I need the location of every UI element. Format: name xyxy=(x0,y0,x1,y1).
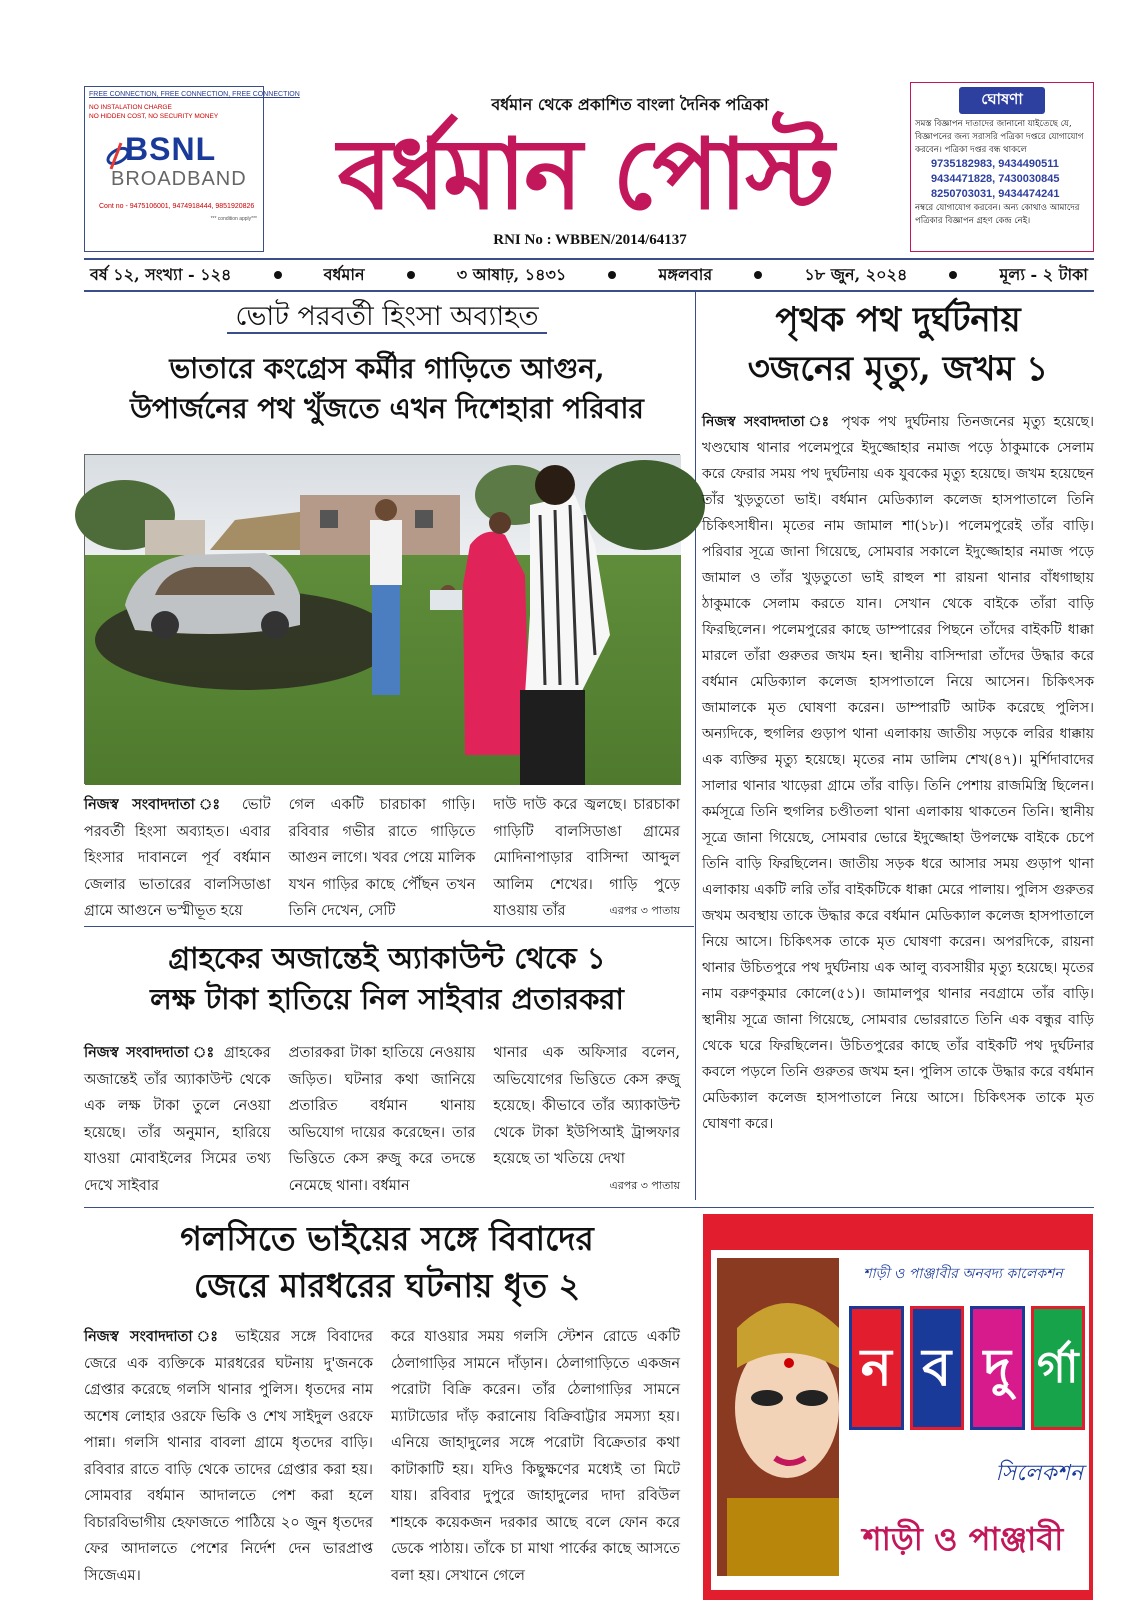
story-2-text: পৃথক পথ দুর্ঘটনায় তিনজনের মৃত্যু হয়েছে। খণ্ডঘোষ থানার পলেমপুরে ইদুজ্জোহার নমাজ পড়ে ঠাকুমাকে সেলাম করে ফেরার সময় পথ দুর্ঘটনায় এক যুবকের মৃত্যু হয়েছে। জখম হয়েছেন তাঁর খুড়তুতো ভাই। বর্ধমান মেডিক্যাল কলেজ হাসপাতালে তিনি চিকিৎসাধীন। মৃতের নাম জামাল শা(১৮)। পলেমপুরেই তাঁর বাড়ি। পরিবার সূত্রে জানা গিয়েছে, সোমবার সকালে ইদুজ্জোহার নমাজ পড়ে জামাল ও তাঁর খুড়তুতো ভাই রাহুল শা রায়না থানার বাঁধগাছায় ঠাকুমাকে সেলাম করতে যান। সেখান থেকে বাইকে তাঁরা বাড়ি ফিরছিলেন। পলেমপুরের কাছে ডাম্পারের পিছনে তাঁদের বাইকটি ধাক্কা মারলে তাঁরা গুরুতর জখম হন। স্থানীয় বাসিন্দারা তাঁদের উদ্ধার করে বর্ধমান মেডিক্যাল কলেজ হাসপাতালে নিয়ে আসেন। চিকিৎসক জামালকে মৃত ঘোষণা করেন। ডাম্পারটি আটক করেছে পুলিস। অন্যদিকে, হুগলির গুড়াপ থানা এলাকায় জাতীয় সড়কে লরির ধাক্কায় এক ব্যক্তির মৃত্যু হয়েছে। মৃতের নাম ডালিম শেখ(৪৭)। মুর্শিদাবাদের সালার থানার খাড়েরা গ্রামে তাঁর বাড়ি। তিনি পেশায় রাজমিস্ত্রি ছিলেন। কর্মসূত্রে তিনি হুগলির চণ্ডীতলা থানা এলাকায় থাকতেন তিনি। স্থানীয় সূত্রে জানা গিয়েছে, সোমবার ভোরে ইদুজ্জোহা উপলক্ষে বাইকে চেপে তিনি বাড়ি ফিরছিলেন। জাতীয় সড়ক ধরে আসার সময় গুড়াপ থানা এলাকায় একটি লরি তাঁর বাইকটিকে ধাক্কা মেরে পালায়। পুলিস গুরুতর জখম অবস্থায় তাকে উদ্ধার করে বর্ধমান মেডিক্যাল কলেজ হাসপাতালে নিয়ে আসে। চিকিৎসক তাকে মৃত ঘোষণা করেন। অপরদিকে, রায়না থানার উচিতপুরে পথ দুর্ঘটনায় এক আলু ব্যবসায়ীর মৃত্যু হয়েছে। মৃতের নাম বরুণকুমার কোলে(৫১)। জামালপুর থানার নবগ্রামে তাঁর বাড়ি। স্থানীয় সূত্রে জানা গিয়েছে, সোমবার ভোররাতে তিনি এক বন্ধুর বাড়ি থেকে ঘরে ফিরছিলেন। উচিতপুরের কাছে তাঁর বাইকটি পথ দুর্ঘটনার কবলে পড়লে তিনি গুরুতর জখম হন। পুলিস তাকে উদ্ধার করে বর্ধমান মেডিক্যাল কলেজ হাসপাতালে নিয়ে আসে। চিকিৎসক তাকে মৃত ঘোষণা করে। xyxy=(702,413,1094,1132)
notice-heading: ঘোষণা xyxy=(959,87,1045,114)
bullet-icon xyxy=(407,271,415,279)
story-3-continued: এরপর ৩ পাতায় xyxy=(609,1178,681,1192)
story-3-col-3-text: থানার এক অফিসার বলেন, অভিযোগের ভিত্তিতে কেস রুজু হয়েছে। কীভাবে তাঁর অ্যাকাউন্ট থেকে টাকা ইউপিআই ট্রান্সফার হয়েছে তা খতিয়ে দেখা xyxy=(493,1045,681,1167)
story-1-col-1-text: ভোট পরবর্তী হিংসা অব্যাহত। এবার হিংসার দাবানলে পূর্ব বর্ধমান জেলার ভাতারের বালসিডাঙা গ্রামে আগুনে ভস্মীভূত হয়ে xyxy=(84,797,271,919)
masthead-title: বর্ধমান পোস্ট xyxy=(337,118,833,232)
story-3 xyxy=(84,938,690,1020)
ad-letter-3: দু xyxy=(970,1306,1025,1430)
notice-box xyxy=(910,82,1094,252)
masthead-tagline: বর্ধমান থেকে প্রকাশিত বাংলা দৈনিক পত্রিকা xyxy=(491,95,769,114)
story-4-body xyxy=(84,1324,680,1600)
ad-letter-4: র্গা xyxy=(1031,1306,1086,1430)
story-2-headline-2: ৩জনের মৃত্যু, জখম ১ xyxy=(747,349,1049,390)
story-1 xyxy=(84,296,690,429)
goddess-image xyxy=(717,1258,839,1576)
story-1-col-3 xyxy=(493,792,680,918)
ad-bottom: শাড়ী ও পাঞ্জাবী xyxy=(862,1520,1064,1558)
bullet-icon xyxy=(608,271,616,279)
story-3-headline-2: লক্ষ টাকা হাতিয়ে নিল সাইবার প্রতারকরা xyxy=(150,982,624,1017)
ad-condition: *** condition apply*** xyxy=(210,216,257,222)
ad-free-line: FREE CONNECTION, FREE CONNECTION, FREE CONNECTION xyxy=(89,91,300,98)
story-1-kicker: ভোট পরবর্তী হিংসা অব্যাহত xyxy=(227,301,546,334)
story-1-byline: নিজস্ব সংবাদদাতা ঃ xyxy=(84,796,229,813)
story-1-headline-2: উপার্জনের পথ খুঁজতে এখন দিশেহারা পরিবার xyxy=(130,391,644,425)
story-4-col-1 xyxy=(84,1324,373,1600)
story-3-col-3 xyxy=(493,1040,680,1198)
burnt-car-photo xyxy=(84,454,680,784)
story-divider-2 xyxy=(84,1207,1094,1208)
story-3-col-1 xyxy=(84,1040,271,1198)
story-4-headline-1: গলসিতে ভাইয়ের সঙ্গে বিবাদের xyxy=(180,1219,594,1258)
dateline-rule xyxy=(84,290,1094,292)
ad-contact: Cont no - 9475106001, 9474918444, 9851920826 xyxy=(99,203,255,210)
story-1-col-3-text: দাউ দাউ করে জ্বলছে। চারচাকা গাড়িটি বালসিডাঙা গ্রামের মোদিনাপাড়ার বাসিন্দা আব্দুল আলিম শেখের। গাড়ি পুড়ে যাওয়ায় তাঁর xyxy=(493,797,681,919)
masthead-rni: RNI No : WBBEN/2014/64137 xyxy=(493,232,687,248)
notice-phone-1: 9735182983, 9434490511 xyxy=(931,158,1059,170)
bullet-icon xyxy=(754,271,762,279)
ad-letters xyxy=(849,1306,1085,1430)
story-1-headline-1: ভাতারে কংগ্রেস কর্মীর গাড়িতে আগুন, xyxy=(169,352,605,385)
ad-no-hidden: NO HIDDEN COST, NO SECURITY MONEY xyxy=(89,113,219,120)
story-divider-1 xyxy=(84,926,694,927)
dateline-bengali-date: ৩ আষাঢ়, ১৪৩১ xyxy=(456,264,567,284)
bsnl-logo-icon xyxy=(105,139,131,173)
story-3-body xyxy=(84,1040,680,1198)
ad-sub: BROADBAND xyxy=(111,168,247,190)
ad-letter-1: ন xyxy=(849,1306,904,1430)
bullet-icon xyxy=(949,271,957,279)
story-1-continued: এরপর ৩ পাতায় xyxy=(609,904,681,917)
ad-line-1: শাড়ী ও পাঞ্জাবীর অনবদ্য কালেকশন xyxy=(863,1266,1063,1282)
notice-phone-3: 8250703031, 9434474241 xyxy=(931,188,1060,200)
ad-selection: সিলেকশন xyxy=(995,1461,1083,1486)
story-1-body xyxy=(84,792,680,918)
dateline xyxy=(84,260,1094,290)
notice-text-1: সমস্ত বিজ্ঞাপন দাতাদের জানানো যাইতেছে যে, বিজ্ঞাপনের জন্য সরাসরি পত্রিকা দপ্তরে যোগাযোগ করবেন। পত্রিকা দপ্তর বন্ধ থাকলে xyxy=(915,119,1084,155)
dateline-weekday: মঙ্গলবার xyxy=(658,264,713,284)
dateline-price: মূল্য - ২ টাকা xyxy=(999,264,1088,284)
story-3-col-1-text: গ্রাহকের অজান্তেই তাঁর অ্যাকাউন্ট থেকে এক লক্ষ টাকা তুলে নেওয়া হয়েছে। তাঁর অনুমান, হারিয়ে যাওয়া মোবাইলের সিমের তথ্য দেখে সাইবার xyxy=(84,1045,271,1194)
ad-letter-2: ব xyxy=(910,1306,965,1430)
story-2-body xyxy=(702,409,1094,1177)
ad-brand: BSNL xyxy=(125,131,217,167)
bullet-icon xyxy=(274,271,282,279)
story-2-byline: নিজস্ব সংবাদদাতা ঃ xyxy=(702,413,833,430)
story-2-headline-1: পৃথক পথ দুর্ঘটনায় xyxy=(775,300,1021,340)
story-1-col-1 xyxy=(84,792,271,918)
nabadurga-ad xyxy=(703,1214,1093,1600)
story-4-col-1-text: ভাইয়ের সঙ্গে বিবাদের জেরে এক ব্যক্তিকে মারধরের ঘটনায় দু'জনকে গ্রেপ্তার করেছে গলসি থানার পুলিস। ধৃতদের নাম অশেষ লোহার ওরফে ভিকি ও শেখ সাইদুল ওরফে পান্না। গলসি থানার বাবলা গ্রামে ধৃতদের বাড়ি। রবিবার রাতে বাড়ি থেকে তাদের গ্রেপ্তার করা হয়। সোমবার বর্ধমান আদালতে পেশ করা হলে বিচারবিভাগীয় হেফাজতে পাঠিয়ে ২০ জুন ধৃতদের ফের আদালতে পেশের নির্দেশ দেন ভারপ্রাপ্ত সিজেএম। xyxy=(84,1329,374,1584)
ad-no-install: NO INSTALATION CHARGE xyxy=(89,104,172,111)
story-3-col-2: প্রতারকরা টাকা হাতিয়ে নেওয়ায় জড়িত। ঘটনার কথা জানিয়ে প্রতারিত বর্ধমান থানায় অভিযোগ দায়ের করেছেন। তার ভিত্তিতে কেস রুজু করে তদন্তে নেমেছে থানা। বর্ধমান xyxy=(288,1045,476,1194)
column-divider xyxy=(695,292,696,1200)
story-4 xyxy=(84,1216,690,1310)
bsnl-ad xyxy=(84,86,300,252)
story-1-col-2: গেল একটি চারচাকা গাড়ি। রবিবার গভীর রাতে গাড়িতে আগুন লাগে। খবর পেয়ে মালিক যখন গাড়ির কাছে পৌঁছন তখন তিনি দেখেন, সেটি xyxy=(288,797,476,919)
notice-text-2: নম্বরে যোগাযোগ করবেন। অন্য কোথাও আমাদের পত্রিকার বিজ্ঞাপন গ্রহণ কেন্দ্র নেই। xyxy=(915,203,1080,226)
story-4-headline-2: জেরে মারধরের ঘটনায় ধৃত ২ xyxy=(193,1265,581,1305)
dateline-place: বর্ধমান xyxy=(323,264,365,284)
story-2 xyxy=(702,296,1094,1177)
dateline-issue: বর্ষ ১২, সংখ্যা - ১২৪ xyxy=(90,264,232,284)
story-3-headline-1: গ্রাহকের অজান্তেই অ্যাকাউন্ট থেকে ১ xyxy=(168,941,606,975)
dateline-date: ১৮ জুন, ২০২৪ xyxy=(804,264,908,284)
story-4-byline: নিজস্ব সংবাদদাতা ঃ xyxy=(84,1328,225,1345)
story-3-byline: নিজস্ব সংবাদদাতা ঃ xyxy=(84,1044,217,1061)
story-4-col-2: করে যাওয়ার সময় গলসি স্টেশন রোডে একটি ঠেলাগাড়ির সামনে দাঁড়ান। ঠেলাগাড়িতে একজন পরোটা বিক্রি করেন। তাঁর ঠেলাগাড়ির সামনে ম্যাটাডোর দাঁড় করানোয় বিক্রিবাট্টার সমস্যা হয়। এনিয়ে জাহাদুলের সঙ্গে পরোটা বিক্রেতার কথা কাটাকাটি হয়। যদিও কিছুক্ষণের মধ্যেই তা মিটে যায়। রবিবার দুপুরে জাহাদুলের দাদা রবিউল শাহকে কয়েকজন দরকার আছে বলে ফোন করে ডেকে পাঠায়। তাঁকে চা মাথা পার্কের কাছে আসতে বলা হয়। সেখানে গেলে xyxy=(391,1329,680,1584)
notice-phone-2: 9434471828, 7430030845 xyxy=(931,173,1060,185)
